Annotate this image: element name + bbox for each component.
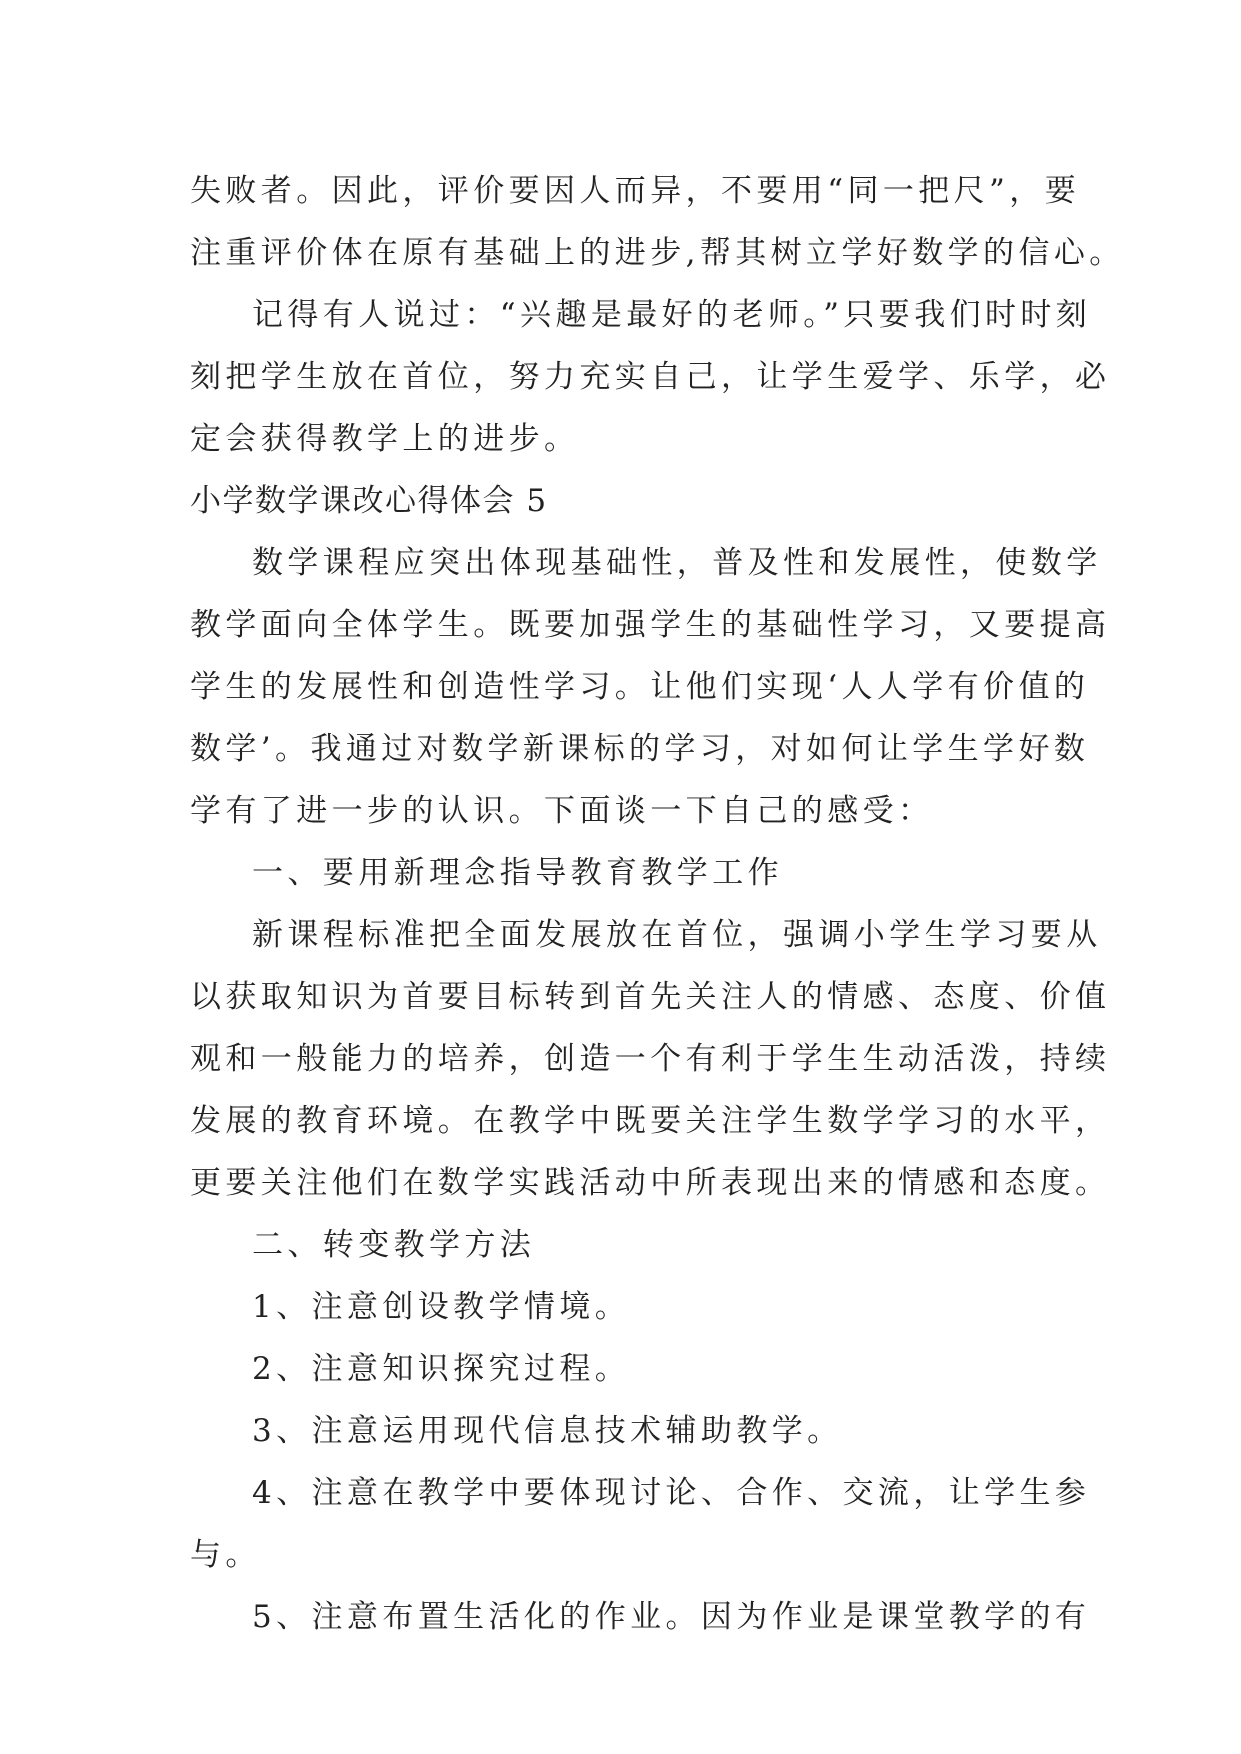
text-line: 发展的教育环境。在教学中既要关注学生数学学习的水平， xyxy=(190,1103,1111,1139)
paragraph xyxy=(190,1214,1070,1276)
paragraph xyxy=(190,1276,1070,1338)
text-line: 5、注意布置生活化的作业。因为作业是课堂教学的有 xyxy=(252,1599,1091,1635)
text-line: 1、注意创设教学情境。 xyxy=(252,1289,631,1325)
text-line: 定会获得教学上的进步。 xyxy=(190,421,580,457)
text-line: 二、转变教学方法 xyxy=(252,1227,536,1263)
text-line: 数学课程应突出体现基础性，普及性和发展性，使数学 xyxy=(252,545,1102,581)
text-line: 教学面向全体学生。既要加强学生的基础性学习，又要提高 xyxy=(190,607,1111,643)
text-line: 2、注意知识探究过程。 xyxy=(252,1351,631,1387)
paragraph xyxy=(190,284,1111,470)
text-line: 失败者。因此，评价要因人而异，不要用“同一把尺”，要 xyxy=(190,173,1081,209)
text-line: 更要关注他们在数学实践活动中所表现出来的情感和态度。 xyxy=(190,1165,1111,1201)
text-line: 学有了进一步的认识。下面谈一下自己的感受： xyxy=(190,793,934,829)
paragraph xyxy=(190,1338,1070,1400)
text-line: 注重评价体在原有基础上的进步,帮其树立学好数学的信心。 xyxy=(190,235,1125,271)
paragraph xyxy=(190,1462,1091,1586)
section-heading xyxy=(190,470,1070,532)
paragraph xyxy=(190,1586,1091,1648)
text-line: 记得有人说过：“兴趣是最好的老师。”只要我们时时刻 xyxy=(252,297,1092,333)
heading-text: 小学数学课改心得体会 5 xyxy=(190,483,548,519)
document-body xyxy=(190,160,1125,1648)
text-line: 刻把学生放在首位，努力充实自己，让学生爱学、乐学，必 xyxy=(190,359,1111,395)
text-line: 4、注意在教学中要体现讨论、合作、交流，让学生参 xyxy=(252,1475,1091,1511)
paragraph xyxy=(190,532,1111,842)
paragraph xyxy=(190,904,1111,1214)
paragraph xyxy=(190,1400,1070,1462)
text-line: 与。 xyxy=(190,1537,261,1573)
text-line: 3、注意运用现代信息技术辅助教学。 xyxy=(252,1413,843,1449)
paragraph xyxy=(190,842,1070,904)
text-line: 学生的发展性和创造性学习。让他们实现‘人人学有价值的 xyxy=(190,669,1090,705)
text-line: 新课程标准把全面发展放在首位，强调小学生学习要从 xyxy=(252,917,1102,953)
paragraph xyxy=(190,160,1125,284)
text-line: 以获取知识为首要目标转到首先关注人的情感、态度、价值 xyxy=(190,979,1111,1015)
text-line: 一、要用新理念指导教育教学工作 xyxy=(252,855,783,891)
text-line: 数学’。我通过对数学新课标的学习，对如何让学生学好数 xyxy=(190,731,1090,767)
text-line: 观和一般能力的培养，创造一个有利于学生生动活泼，持续 xyxy=(190,1041,1111,1077)
